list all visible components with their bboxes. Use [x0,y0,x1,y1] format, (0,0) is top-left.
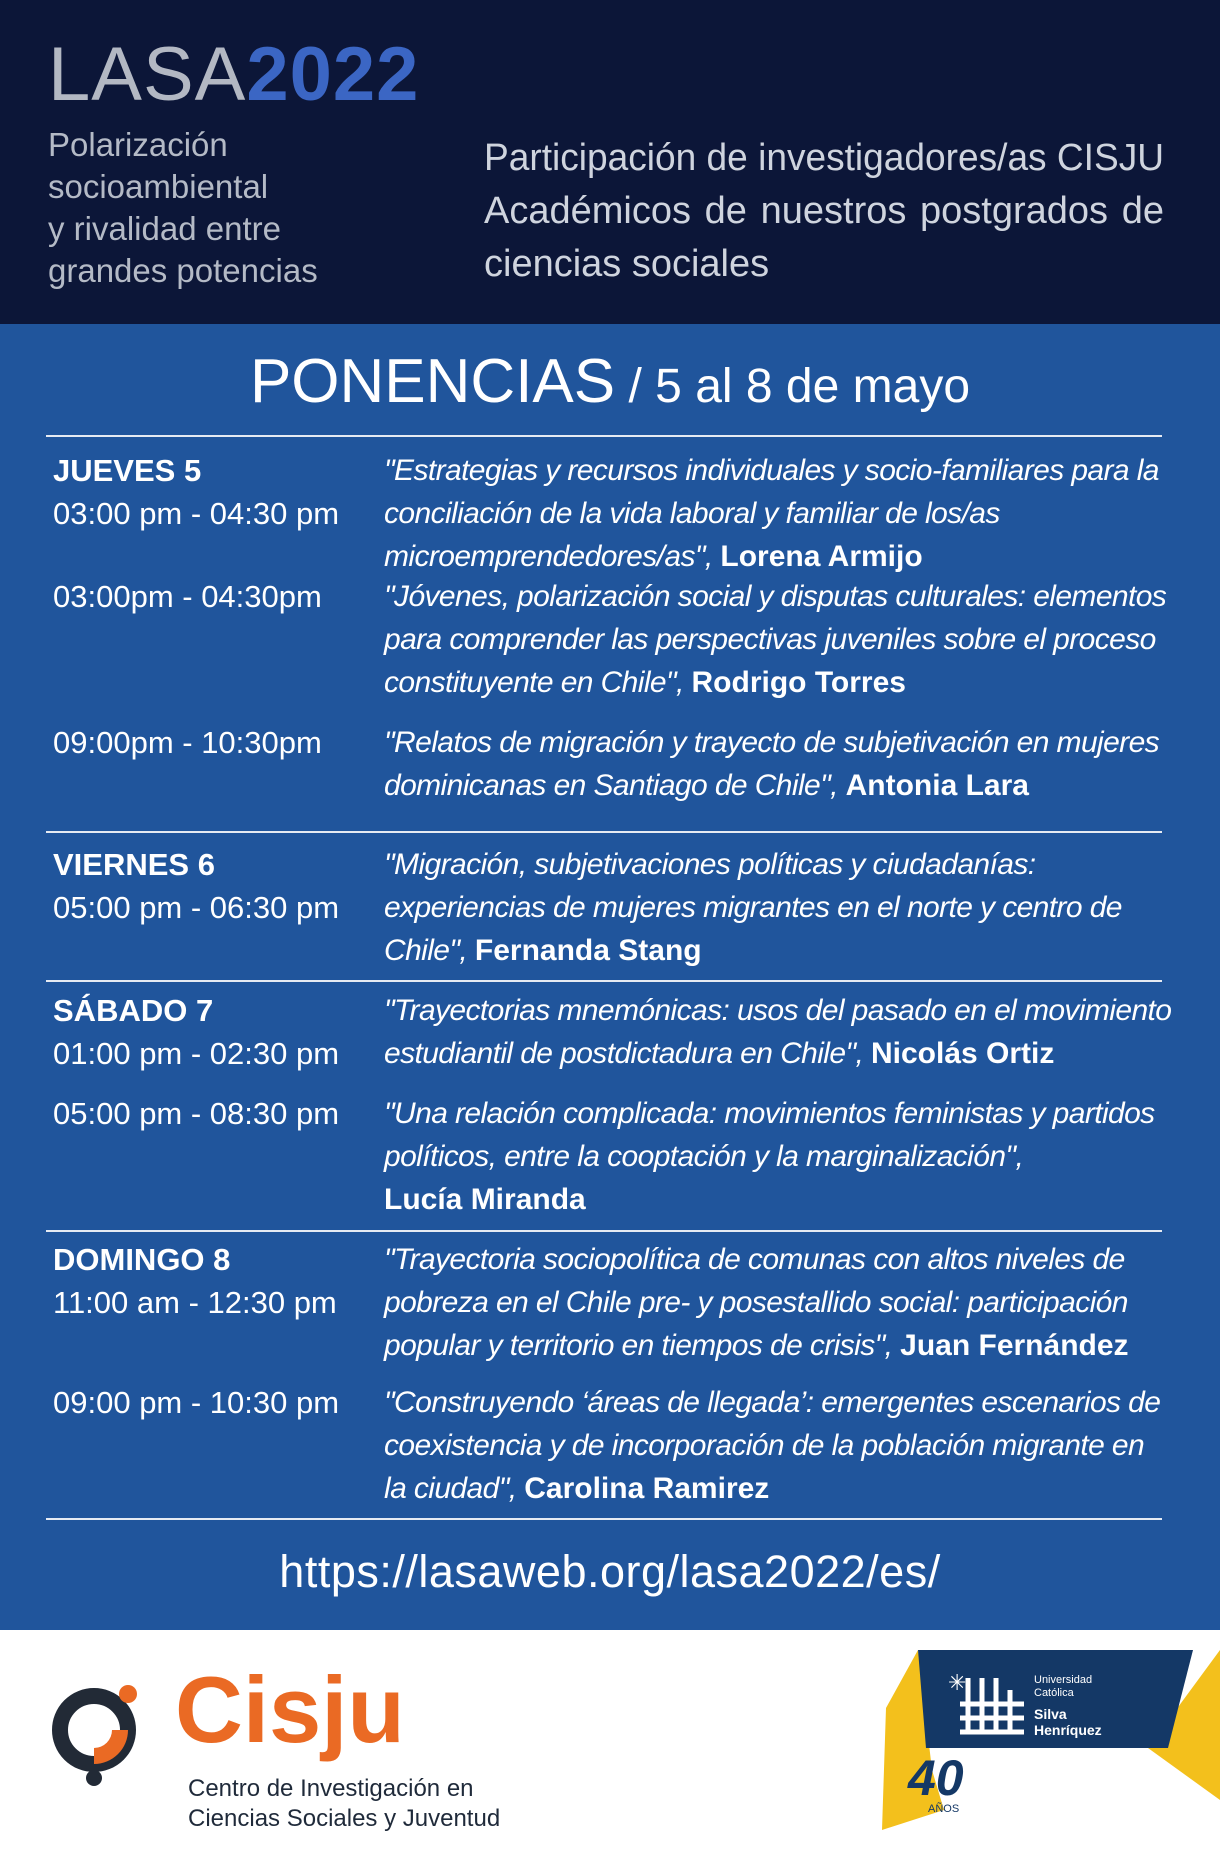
entry-when [53,1381,373,1424]
day-label: JUEVES 5 [53,453,202,488]
time-range: 03:00 pm - 04:30 pm [53,496,340,531]
schedule-panel [0,324,1220,1630]
talk-title-line: "Una relación complicada: movimientos feministas y partidos [384,1097,1155,1130]
congress-theme [48,124,428,292]
ucsh-logo [848,1630,1220,1853]
title-date-range: / 5 al 8 de mayo [615,360,971,413]
talk-info [384,1238,1174,1367]
ucsh-star-icon: ✳ [948,1671,967,1696]
talk-info [384,843,1174,972]
cisju-subtitle [188,1774,500,1834]
participation-word: de [1121,190,1164,232]
cisju-wordmark: Cisju [175,1657,405,1762]
author-name: Carolina Ramirez [524,1472,770,1505]
talk-info [384,1092,1174,1221]
cisju-dot-small [86,1770,102,1786]
talk-title-line: la ciudad", [384,1472,525,1505]
talk-title-line: "Jóvenes, polarización social y disputas culturales: elementos [384,580,1167,613]
ucsh-name-line: Católica [1034,1687,1074,1699]
talk-title-line: constituyente en Chile", [384,666,692,699]
cisju-subtitle-line: Centro de Investigación en [188,1775,474,1802]
divider [46,831,1162,833]
event-url-link[interactable]: https://lasaweb.org/lasa2022/es/ [279,1546,941,1597]
entry-when [53,721,373,764]
talk-title-line: experiencias de mujeres migrantes en el norte y centro de [384,891,1122,924]
participation-text [484,132,1164,291]
lasa-logo-year: 2022 [246,32,420,117]
talk-title-line: pobreza en el Chile pre- y posestallido social: participación [384,1286,1128,1319]
entry-when [53,1238,373,1324]
talk-info [384,449,1174,578]
ucsh-name-bold [1034,1706,1102,1738]
author-name: Lorena Armijo [720,540,923,573]
header [0,0,1220,324]
talk-title-line: Chile", [384,934,475,967]
day-label: VIERNES 6 [53,847,215,882]
entry-when [53,989,373,1075]
page-title [0,346,1220,417]
time-range: 09:00pm - 10:30pm [53,725,322,760]
talk-title-line: estudiantil de postdictadura en Chile", [384,1037,871,1070]
author-name: Rodrigo Torres [691,666,906,699]
participation-word: Académicos [484,190,691,232]
cisju-dot [119,1685,137,1703]
ucsh-name-small [1034,1674,1092,1700]
author-name: Antonia Lara [845,769,1029,802]
time-range: 05:00 pm - 06:30 pm [53,890,340,925]
talk-title-line: políticos, entre la cooptación y la marginalización", [384,1140,1024,1173]
talk-title-line: "Trayectorias mnemónicas: usos del pasado en el movimiento [384,994,1172,1027]
ucsh-name-line: Universidad [1034,1674,1093,1686]
author-name: Fernanda Stang [474,934,702,967]
lasa-logo [48,30,419,120]
theme-line: grandes potencias [48,252,318,289]
divider [46,1230,1162,1232]
theme-line: y rivalidad entre [48,210,281,247]
talk-info [384,989,1174,1075]
talk-title-line: dominicanas en Santiago de Chile", [384,769,846,802]
talk-title-line: conciliación de la vida laboral y familiar de los/as [384,497,1000,530]
theme-line: socioambiental [48,168,269,205]
participation-word: nuestros [760,190,907,232]
author-name: Lucía Miranda [384,1183,586,1216]
participation-line: ciencias sociales [484,243,770,285]
cisju-subtitle-line: Ciencias Sociales y Juventud [188,1805,501,1832]
talk-title-line: "Trayectoria sociopolítica de comunas con altos niveles de [384,1243,1125,1276]
divider [46,1518,1162,1520]
theme-line: Polarización [48,126,228,163]
day-label: DOMINGO 8 [53,1242,231,1277]
participation-line-justified [484,185,1164,238]
talk-title-line: "Construyendo ‘áreas de llegada’: emergentes escenarios de [384,1386,1161,1419]
entry-when [53,843,373,929]
talk-info [384,1381,1174,1510]
talk-title-line: "Relatos de migración y trayecto de subjetivación en mujeres [384,726,1160,759]
talk-title-line: "Migración, subjetivaciones políticas y ciudadanías: [384,848,1036,881]
footer [0,1630,1220,1853]
talk-title-line: "Estrategias y recursos individuales y socio-familiares para la [384,454,1159,487]
day-label: SÁBADO 7 [53,993,214,1028]
divider [46,980,1162,982]
talk-title-line: microemprendedores/as", [384,540,721,573]
cisju-logo-icon [44,1666,164,1786]
time-range: 01:00 pm - 02:30 pm [53,1036,340,1071]
participation-word: postgrados [920,190,1109,232]
time-range: 11:00 am - 12:30 pm [53,1285,337,1320]
participation-word: de [704,190,747,232]
lasa-logo-word: LASA [48,32,247,117]
ucsh-name-line: Silva [1034,1706,1067,1722]
talk-title-line: popular y territorio en tiempos de crisis", [384,1329,901,1362]
author-name: Juan Fernández [900,1329,1129,1362]
ucsh-anniversary-label: AÑOS [928,1803,960,1815]
ucsh-logo-graphic [848,1630,1220,1853]
talk-title-line: para comprender las perspectivas juveniles sobre el proceso [384,623,1156,656]
time-range: 03:00pm - 04:30pm [53,579,322,614]
ucsh-anniversary-number: 40 [908,1750,964,1806]
time-range: 09:00 pm - 10:30 pm [53,1385,340,1420]
talk-info [384,575,1174,704]
author-name: Nicolás Ortiz [870,1037,1055,1070]
participation-line: Participación de investigadores/as CISJU [484,137,1165,179]
time-range: 05:00 pm - 08:30 pm [53,1096,340,1131]
entry-when [53,575,373,618]
talk-info [384,721,1174,807]
entry-when [53,449,373,535]
divider [46,435,1162,437]
entry-when [53,1092,373,1135]
ucsh-name-line: Henríquez [1034,1722,1102,1738]
cisju-ring-hole [76,1712,112,1748]
title-ponencias: PONENCIAS [249,347,616,416]
talk-title-line: coexistencia y de incorporación de la población migrante en [384,1429,1145,1462]
